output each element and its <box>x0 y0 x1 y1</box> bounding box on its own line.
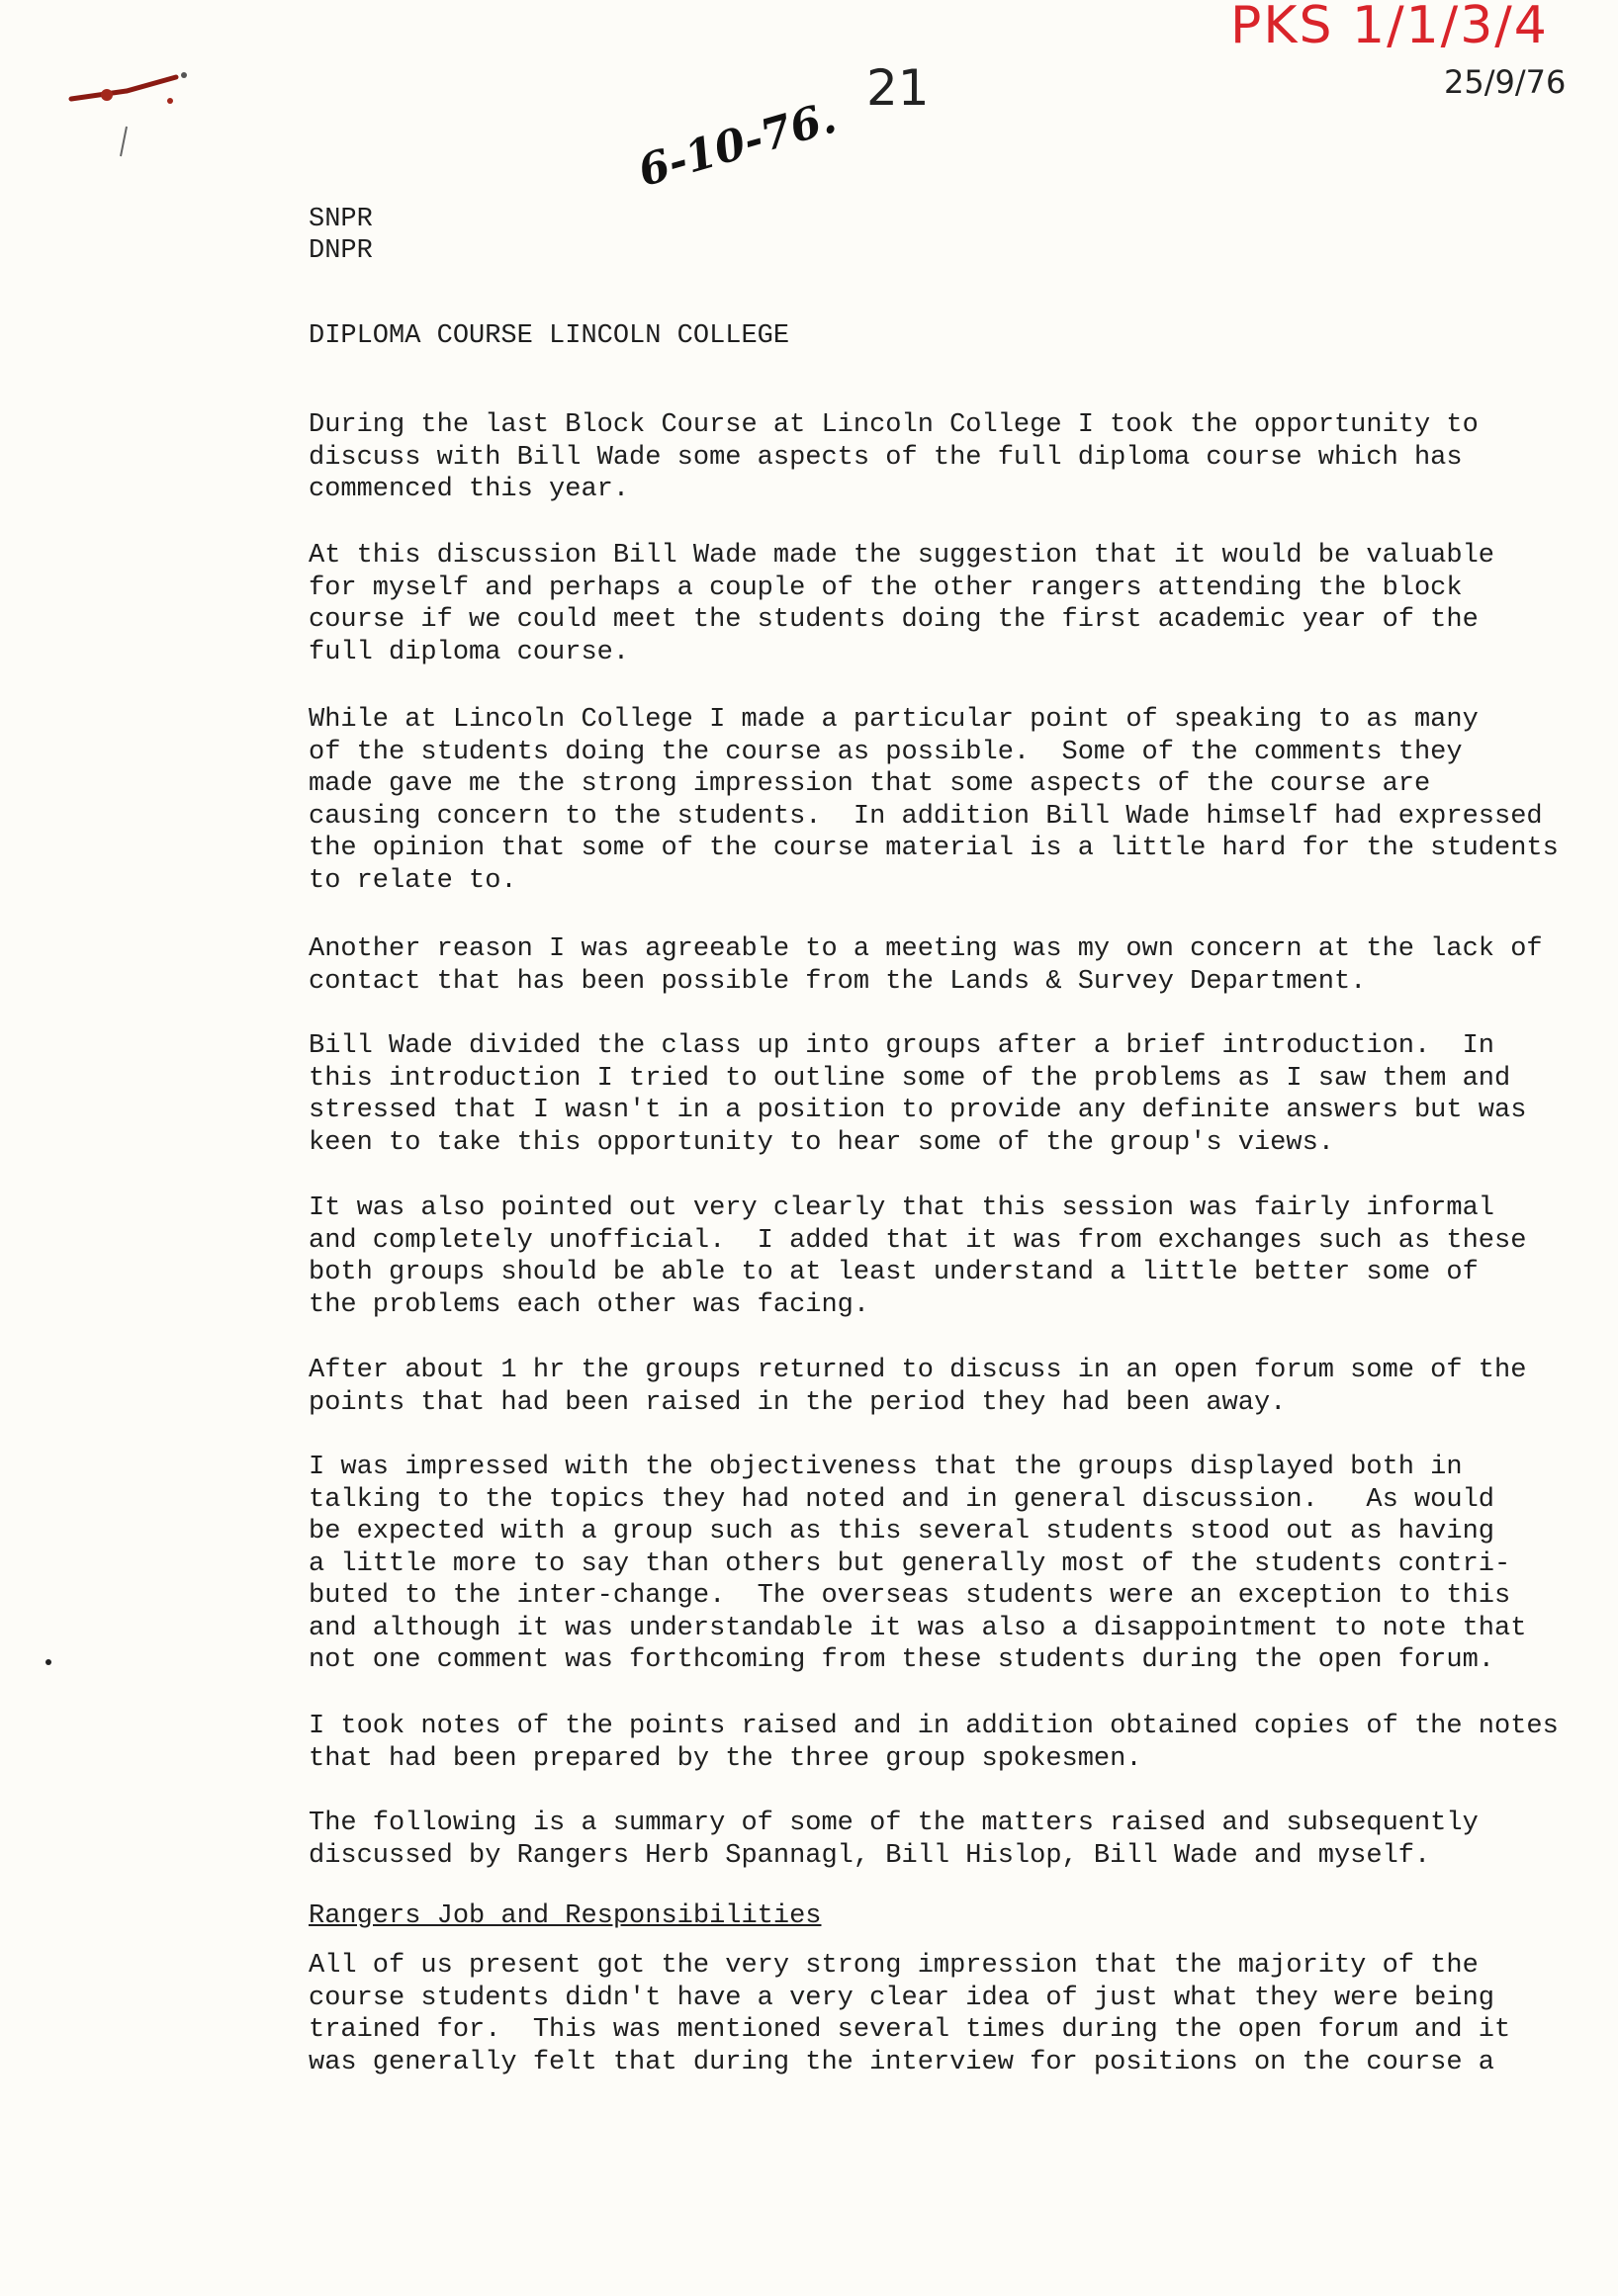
body-paragraph: After about 1 hr the groups returned to discuss in an open forum some of the points that had been raised in the period they had been away. <box>309 1356 1527 1418</box>
body-paragraph: Bill Wade divided the class up into groups after a brief introduction. In this introduction I tried to outline some of the problems as I saw them and stressed that I wasn't in a position to provide any definite answers but was keen to take this opportunity to hear some of the group's views. <box>309 1031 1527 1158</box>
body-paragraph: I took notes of the points raised and in addition obtained copies of the notes that had been prepared by the three group spokesmen. <box>309 1712 1559 1774</box>
memo-subject: DIPLOMA COURSE LINCOLN COLLEGE <box>309 321 790 351</box>
body-paragraph: I was impressed with the objectiveness that the groups displayed both in talking to the topics they had noted and in general discussion. As would be expected with a group such as this several students stood out as having a little more to say than others but generally most of the students contri- buted to the inter-change. The overseas students were an exception to this and although it was understandable it was also a disappointment to note that not one comment was forthcoming from these students during the open forum. <box>309 1453 1527 1675</box>
body-paragraph: At this discussion Bill Wade made the suggestion that it would be valuable for myself and perhaps a couple of the other rangers attending the block course if we could meet the students doing the first academic year of the full diploma course. <box>309 541 1494 667</box>
body-paragraph: While at Lincoln College I made a particular point of speaking to as many of the students doing the course as possible. Some of the comments they made gave me the strong impression that some aspects of the course are causing concern to the students. In addition Bill Wade himself had expressed the opinion that some of the course material is a little hard for the students to relate to. <box>309 705 1559 896</box>
addressee-line: DNPR <box>309 236 373 266</box>
body-paragraph: It was also pointed out very clearly that this session was fairly informal and completely unofficial. I added that it was from exchanges such as these both groups should be able to at least understand a little better some of the problems each other was facing. <box>309 1193 1527 1320</box>
red-ink-mark <box>67 69 196 109</box>
body-paragraph: During the last Block Course at Lincoln College I took the opportunity to discuss with Bill Wade some aspects of the full diploma course which has commenced this year. <box>309 410 1479 504</box>
addressee-line: SNPR <box>309 205 373 234</box>
body-paragraph: The following is a summary of some of the matters raised and subsequently discussed by Rangers Herb Spannagl, Bill Hislop, Bill Wade and myself. <box>309 1809 1479 1871</box>
document-date-handwritten: 25/9/76 <box>1444 63 1567 101</box>
pencil-stroke-mark <box>117 125 131 158</box>
file-reference-handwritten: PKS 1/1/3/4 <box>1230 0 1549 55</box>
ink-dot-mark <box>44 1657 53 1667</box>
section-paragraph: All of us present got the very strong impression that the majority of the course students didn't have a very clear idea of just what they were being trained for. This was mentioned several times during the open forum and it was generally felt that during the interview for positions on the course a <box>309 1951 1511 2077</box>
page-number-handwritten: 21 <box>866 59 930 117</box>
initialled-date-handwritten: 6-10-76. <box>633 92 843 198</box>
addressee-block <box>309 204 1604 267</box>
section-heading: Rangers Job and Responsibilities <box>309 1901 822 1931</box>
body-paragraph: Another reason I was agreeable to a meeting was my own concern at the lack of contact that has been possible from the Lands & Survey Department. <box>309 934 1543 997</box>
